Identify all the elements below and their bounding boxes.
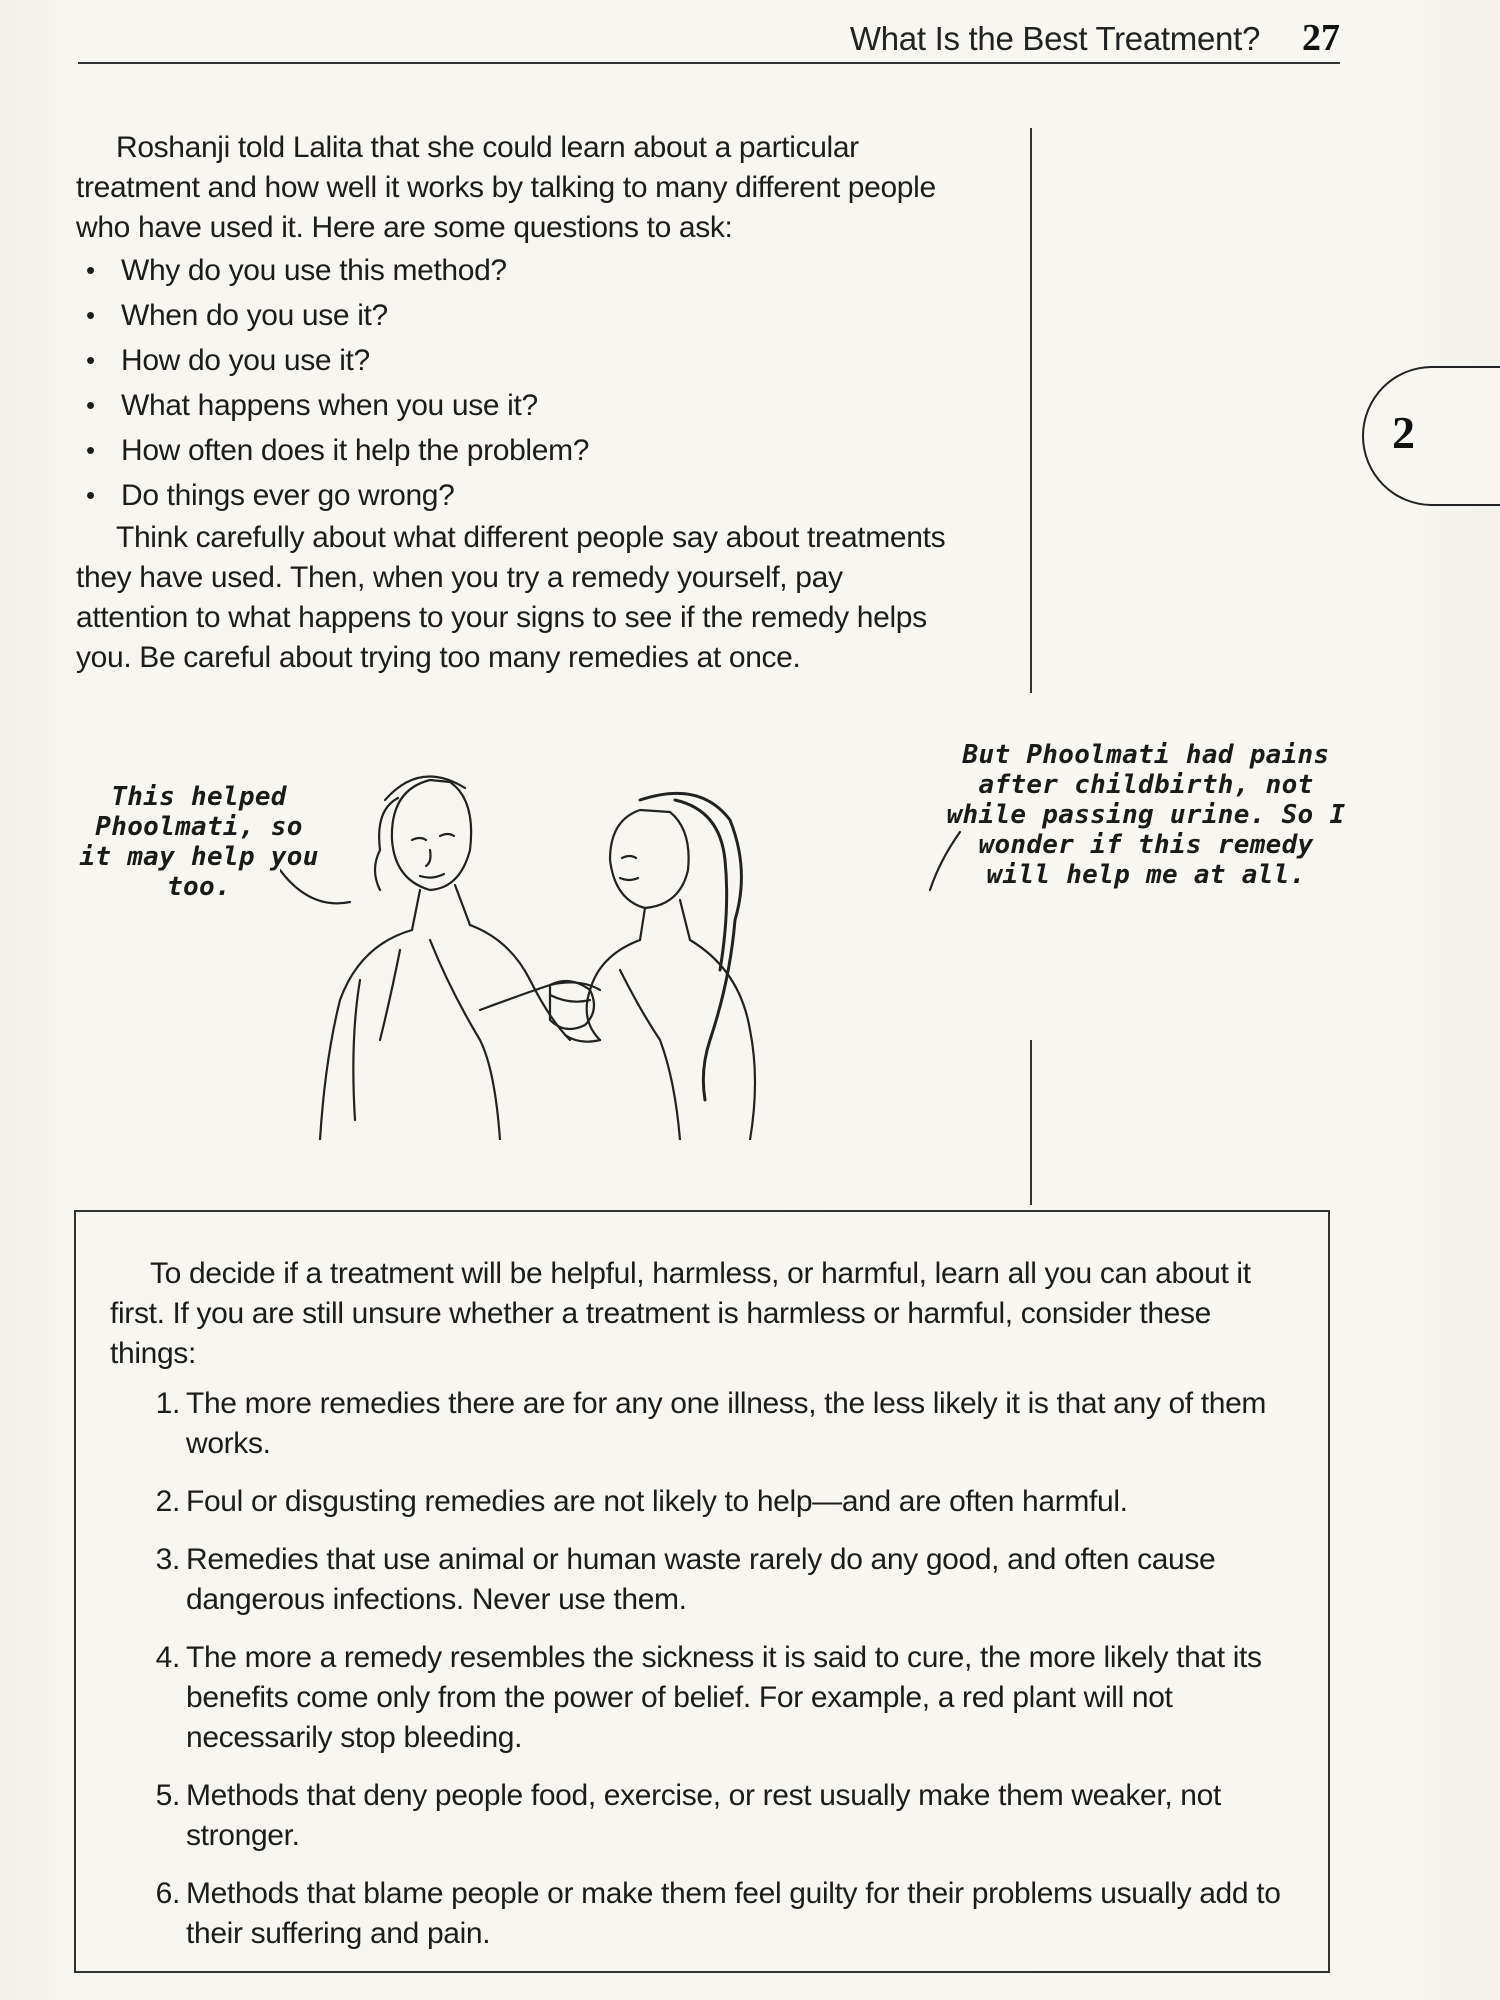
advice-text: Methods that blame people or make them feel guilty for their problems usually add to their suffering and pain. (186, 1877, 1281, 1950)
page-number: 27 (1302, 17, 1340, 59)
advice-text: The more a remedy resembles the sickness it is said to cure, the more likely that its benefits come only from the power of belief. For example, a red plant will not necessarily stop bleeding. (186, 1641, 1262, 1754)
advice-item (110, 1776, 1310, 1856)
advice-number: 4. (155, 1641, 180, 1674)
advice-item (110, 1540, 1310, 1620)
advice-text: Foul or disgusting remedies are not likely to help—and are often harmful. (186, 1485, 1128, 1518)
two-women-illustration (280, 740, 1000, 1140)
intro-section (76, 128, 946, 678)
advice-number: 2. (155, 1485, 180, 1518)
advice-number: 3. (155, 1543, 180, 1576)
left-speech-tail (280, 870, 350, 903)
intro-paragraph: Roshanji told Lalita that she could learn about a particular treatment and how well it works by talking to many different people who have used it. Here are some questions to ask: (76, 131, 936, 244)
question-item: • What happens when you use it? (76, 383, 946, 428)
question-item: • How do you use it? (76, 338, 946, 383)
speech-bubble-right: But Phoolmati had pains after childbirth, not while passing urine. So I wonder if this remedy will help me at all. (946, 740, 1346, 890)
chapter-tab (1362, 366, 1500, 506)
margin-rule-top (1030, 128, 1032, 693)
followup-paragraph: Think carefully about what different people say about treatments they have used. Then, when you try a remedy yourself, pay attention to what happens to your signs to see if the remedy helps you. Be careful about trying too many remedies at once. (76, 521, 946, 674)
advice-list (110, 1384, 1310, 1972)
question-list (76, 248, 946, 518)
woman-right (550, 793, 755, 1140)
advice-item (110, 1482, 1310, 1522)
margin-rule-middle (1030, 1040, 1032, 1205)
advice-number: 5. (155, 1779, 180, 1812)
advice-box (74, 1210, 1330, 1973)
chapter-number: 2 (1392, 407, 1415, 458)
speech-bubble-left: This helped Phoolmati, so it may help you too. (79, 782, 319, 902)
question-item: • Why do you use this method? (76, 248, 946, 293)
advice-text: The more remedies there are for any one illness, the less likely it is that any of them works. (186, 1387, 1267, 1460)
woman-left (320, 776, 600, 1140)
advice-item (110, 1638, 1310, 1758)
advice-item (110, 1384, 1310, 1464)
running-header (78, 14, 1340, 64)
question-item: • Do things ever go wrong? (76, 473, 946, 518)
advice-number: 6. (155, 1877, 180, 1910)
advice-number: 1. (155, 1387, 180, 1420)
right-speech-tail (930, 832, 960, 890)
question-item: • When do you use it? (76, 293, 946, 338)
advice-item (110, 1874, 1310, 1954)
question-item: • How often does it help the problem? (76, 428, 946, 473)
advice-intro: To decide if a treatment will be helpful, harmless, or harmful, learn all you can about it first. If you are still unsure whether a treatment is harmless or harmful, consider these things: (110, 1257, 1251, 1370)
header-title: What Is the Best Treatment? (849, 20, 1260, 57)
advice-text: Methods that deny people food, exercise, or rest usually make them weaker, not stronger. (186, 1779, 1221, 1852)
advice-text: Remedies that use animal or human waste rarely do any good, and often cause dangerous infections. Never use them. (186, 1543, 1216, 1616)
